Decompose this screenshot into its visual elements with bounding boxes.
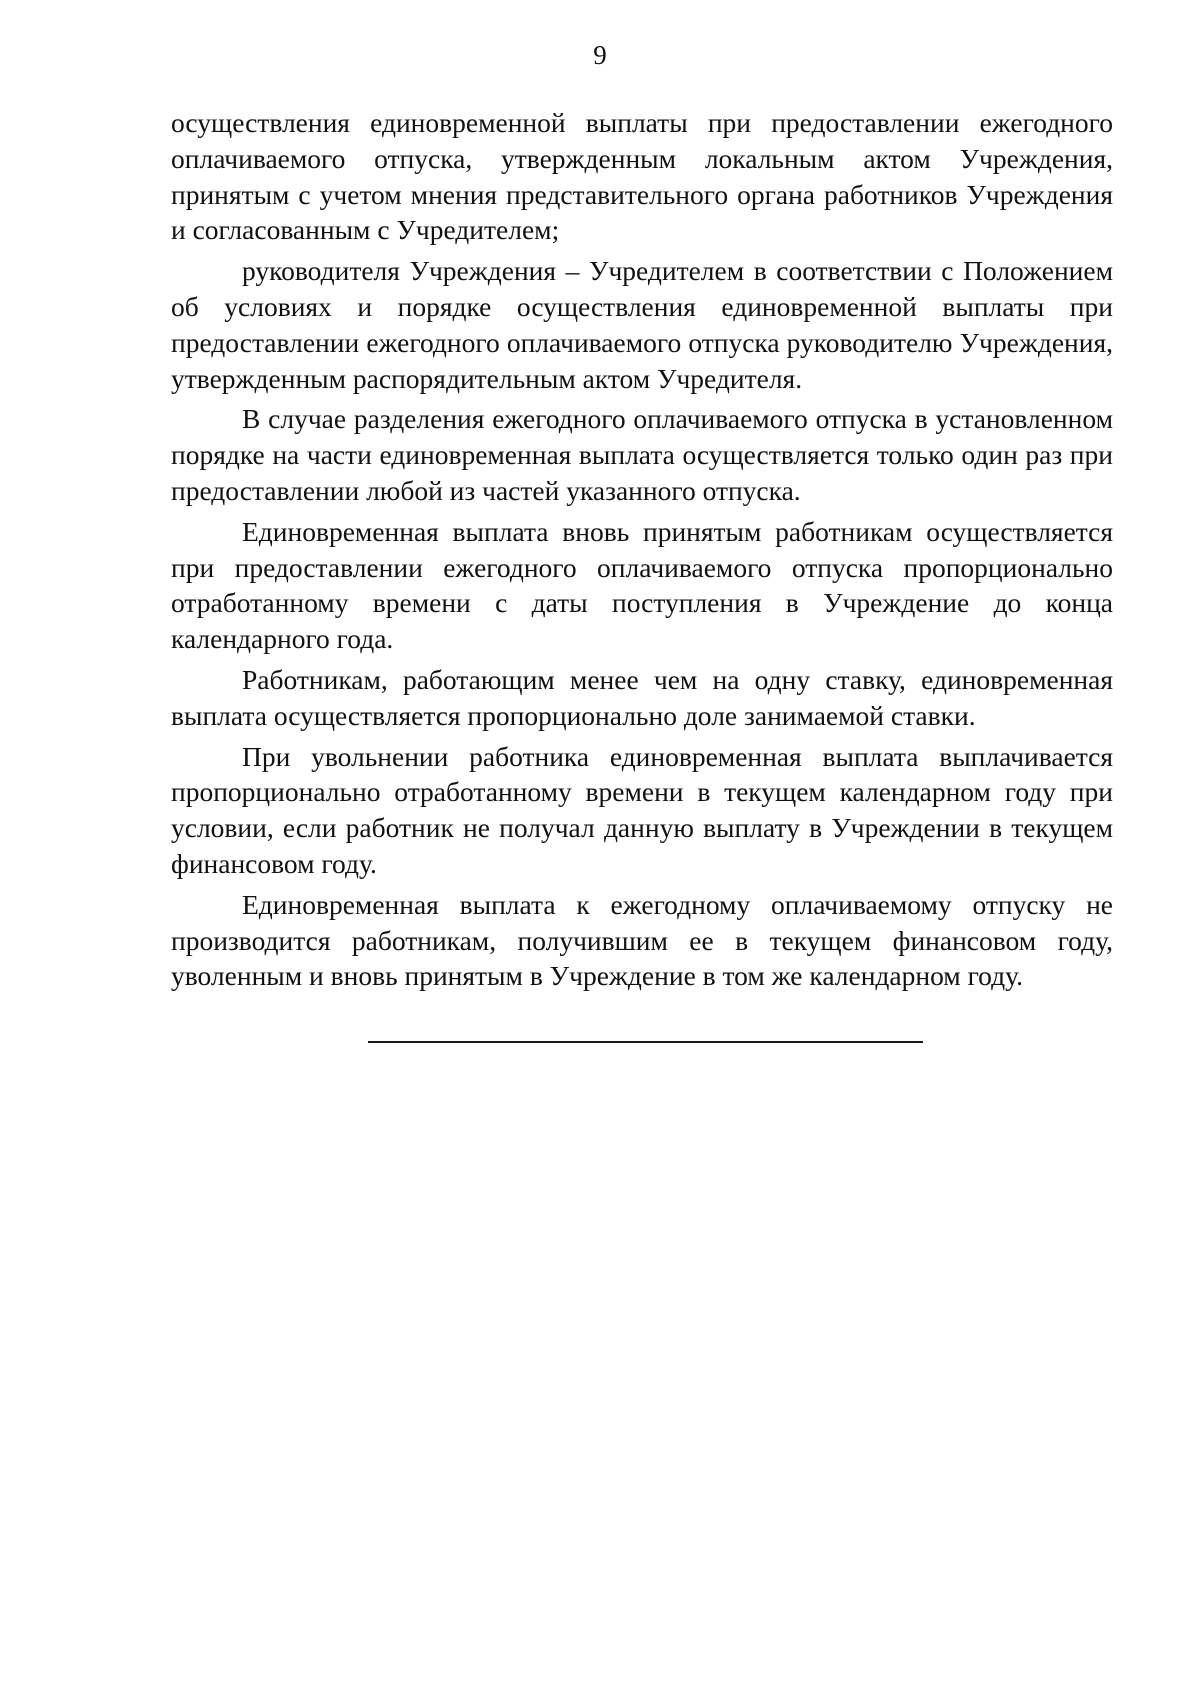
- paragraph-new-employees: Единовременная выплата вновь принятым работникам осуществляется при предоставлении ежегодного оплачиваемого отпуска пропорционально отработанному времени с даты поступления в Учреждение до конца календарного года.: [171, 515, 1113, 655]
- paragraph-continuation: осуществления единовременной выплаты при предоставлении ежегодного оплачиваемого отпуска, утвержденным локальным актом Учреждения, принятым с учетом мнения представительного органа работников Учреждения и согласованным с Учредителем;: [171, 107, 1113, 246]
- end-of-text-divider: [368, 1041, 923, 1043]
- paragraph-dismissal: При увольнении работника единовременная выплата выплачивается пропорционально отработанному времени в текущем календарном году при условии, если работник не получал данную выплату в Учреждении в текущем финансовом году.: [171, 740, 1113, 879]
- paragraph-vacation-split: В случае разделения ежегодного оплачиваемого отпуска в установленном порядке на части единовременная выплата осуществляется только один раз при предоставлении любой из частей указанного отпуска.: [171, 403, 1113, 506]
- paragraph-rehired: Единовременная выплата к ежегодному оплачиваемому отпуску не производится работникам, получившим ее в текущем финансовом году, уволенным и вновь принятым в Учреждение в том же календарном году.: [171, 888, 1113, 992]
- paragraph-part-time: Работникам, работающим менее чем на одну ставку, единовременная выплата осуществляется пропорционально доле занимаемой ставки.: [171, 663, 1113, 731]
- paragraph-head-of-institution: руководителя Учреждения – Учредителем в соответствии с Положением об условиях и порядке осуществления единовременной выплаты при предоставлении ежегодного оплачиваемого отпуска руководителю Учреждения, утвержденным распорядительным актом Учредителя.: [171, 255, 1113, 394]
- document-body: [171, 105, 1113, 999]
- page-number: 9: [593, 40, 607, 70]
